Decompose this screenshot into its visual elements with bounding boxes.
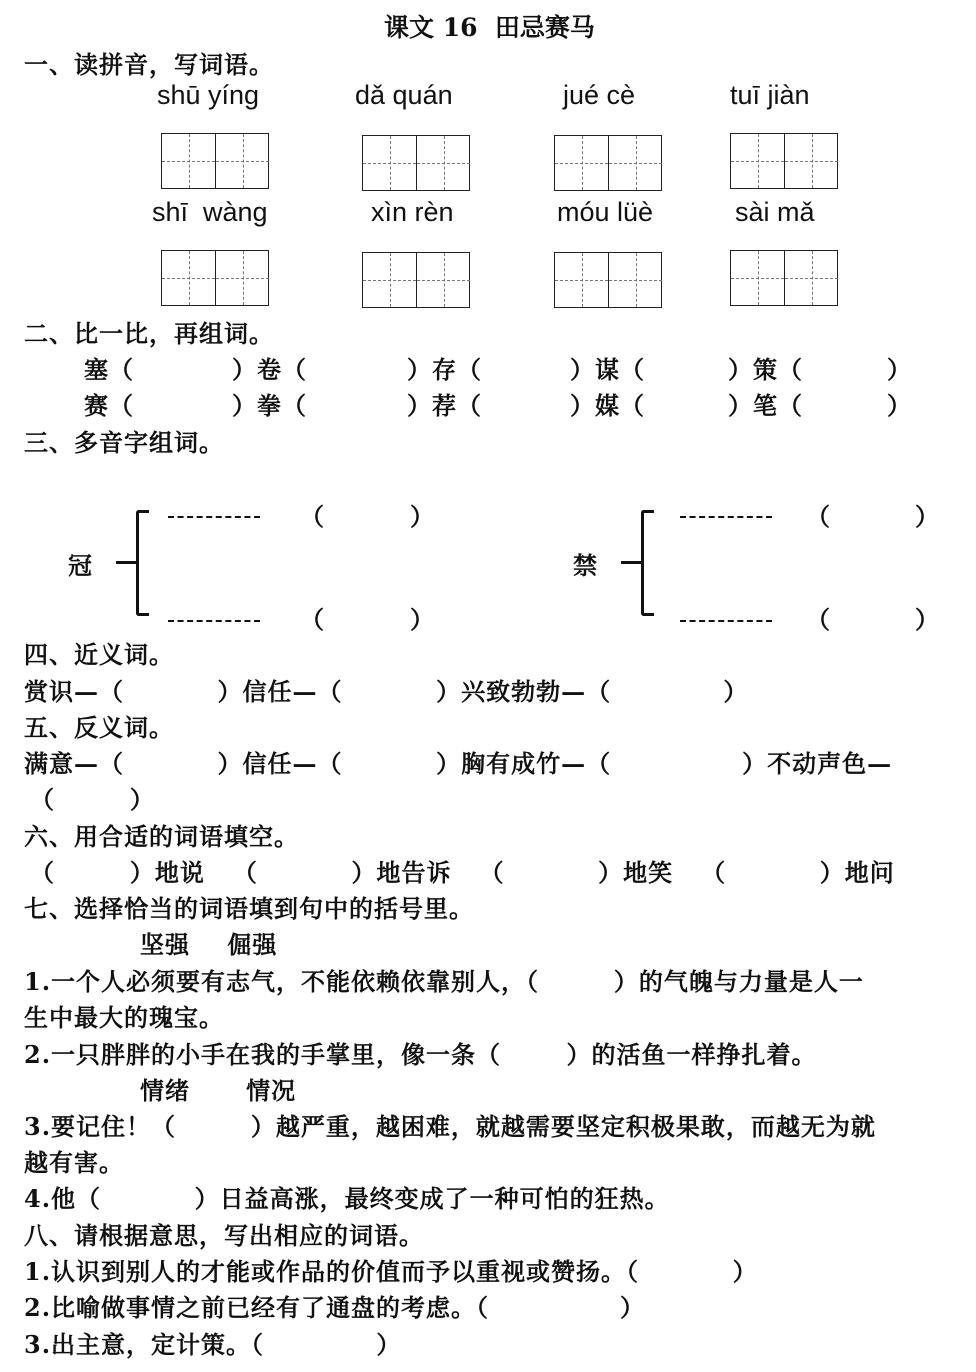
left-brace [136, 510, 149, 616]
page-title: 课文 16 田忌赛马 [384, 13, 595, 42]
close-paren: ） [410, 605, 435, 634]
question-text: 3.要记住！（ ）越严重，越困难，就越需要坚定积极果敢，而越无为就 [24, 1112, 876, 1141]
compare-item: ） [887, 391, 912, 420]
section-1-heading: 一、读拼音，写词语。 [24, 50, 274, 79]
pinyin-8: sài mǎ [735, 197, 815, 227]
answer-blank[interactable] [680, 620, 772, 622]
antonym-line: （ ） [30, 785, 155, 814]
pinyin-1: shū yíng [157, 80, 260, 110]
compare-item: ）存（ [407, 355, 482, 384]
pinyin-5: shī wàng [152, 197, 268, 227]
writing-grid[interactable] [161, 133, 269, 189]
compare-item: ）卷（ [232, 355, 307, 384]
antonym-line: 满意—（ ）信任—（ ）胸有成竹—（ ）不动声色— [24, 749, 893, 778]
answer-blank[interactable] [168, 620, 260, 622]
compare-item: 塞（ [84, 355, 134, 384]
section-4-heading: 四、近义词。 [24, 640, 174, 669]
pinyin-6: xìn rèn [371, 197, 454, 227]
compare-item: ）谋（ [570, 355, 645, 384]
fill-line: （ ）地说 （ ）地告诉 （ ）地笑 （ ）地问 [30, 858, 895, 887]
question-text: 越有害。 [24, 1148, 124, 1177]
writing-grid[interactable] [554, 252, 662, 308]
close-paren: ） [410, 502, 435, 531]
question-text: 4.他（ ）日益高涨，最终变成了一种可怕的狂热。 [24, 1184, 670, 1213]
compare-item: ）策（ [728, 355, 803, 384]
writing-grid[interactable] [730, 250, 838, 306]
question-text: 2.一只胖胖的小手在我的手掌里，像一条（ ）的活鱼一样挣扎着。 [24, 1040, 817, 1069]
question-text: 1.认识到别人的才能或作品的价值而予以重视或赞扬。（ ） [24, 1257, 758, 1286]
close-paren: ） [915, 605, 940, 634]
compare-item: ）荐（ [407, 391, 482, 420]
open-paren: （ [300, 502, 325, 531]
polyphone-char-1: 冠 [68, 551, 93, 580]
open-paren: （ [806, 502, 831, 531]
compare-item: ）拳（ [232, 391, 307, 420]
question-text: 3.出主意，定计策。（ ） [24, 1330, 402, 1359]
open-paren: （ [806, 605, 831, 634]
section-8-heading: 八、请根据意思，写出相应的词语。 [24, 1221, 424, 1250]
question-text: 2.比喻做事情之前已经有了通盘的考虑。（ ） [24, 1293, 646, 1322]
question-text: 1.一个人必须要有志气，不能依赖依靠别人，（ ）的气魄与力量是人一 [24, 967, 864, 996]
synonym-line: 赏识—（ ）信任—（ ）兴致勃勃—（ ） [24, 677, 749, 706]
compare-item: ） [887, 355, 912, 384]
compare-item: 赛（ [84, 391, 134, 420]
writing-grid[interactable] [362, 252, 470, 308]
writing-grid[interactable] [554, 135, 662, 191]
section-2-heading: 二、比一比，再组词。 [24, 319, 274, 348]
answer-blank[interactable] [680, 516, 772, 518]
section-3-heading: 三、多音字组词。 [24, 428, 224, 457]
writing-grid[interactable] [362, 135, 470, 191]
section-5-heading: 五、反义词。 [24, 713, 174, 742]
pinyin-2: dǎ quán [355, 80, 453, 110]
brace-stem [621, 561, 643, 564]
section-6-heading: 六、用合适的词语填空。 [24, 822, 299, 851]
polyphone-char-2: 禁 [573, 551, 598, 580]
pinyin-7: móu lüè [557, 197, 654, 227]
section-7-heading: 七、选择恰当的词语填到句中的括号里。 [24, 894, 474, 923]
right-group-brace [641, 510, 654, 616]
compare-item: ）笔（ [728, 391, 803, 420]
brace-stem [116, 561, 138, 564]
writing-grid[interactable] [161, 250, 269, 306]
question-text: 生中最大的瑰宝。 [24, 1003, 224, 1032]
writing-grid[interactable] [730, 133, 838, 189]
word-choices: 情绪 情况 [140, 1076, 297, 1105]
answer-blank[interactable] [168, 516, 260, 518]
close-paren: ） [915, 502, 940, 531]
pinyin-3: jué cè [563, 80, 636, 110]
pinyin-4: tuī jiàn [730, 80, 810, 110]
compare-item: ）媒（ [570, 391, 645, 420]
word-choices: 坚强 倔强 [140, 930, 278, 959]
open-paren: （ [300, 605, 325, 634]
